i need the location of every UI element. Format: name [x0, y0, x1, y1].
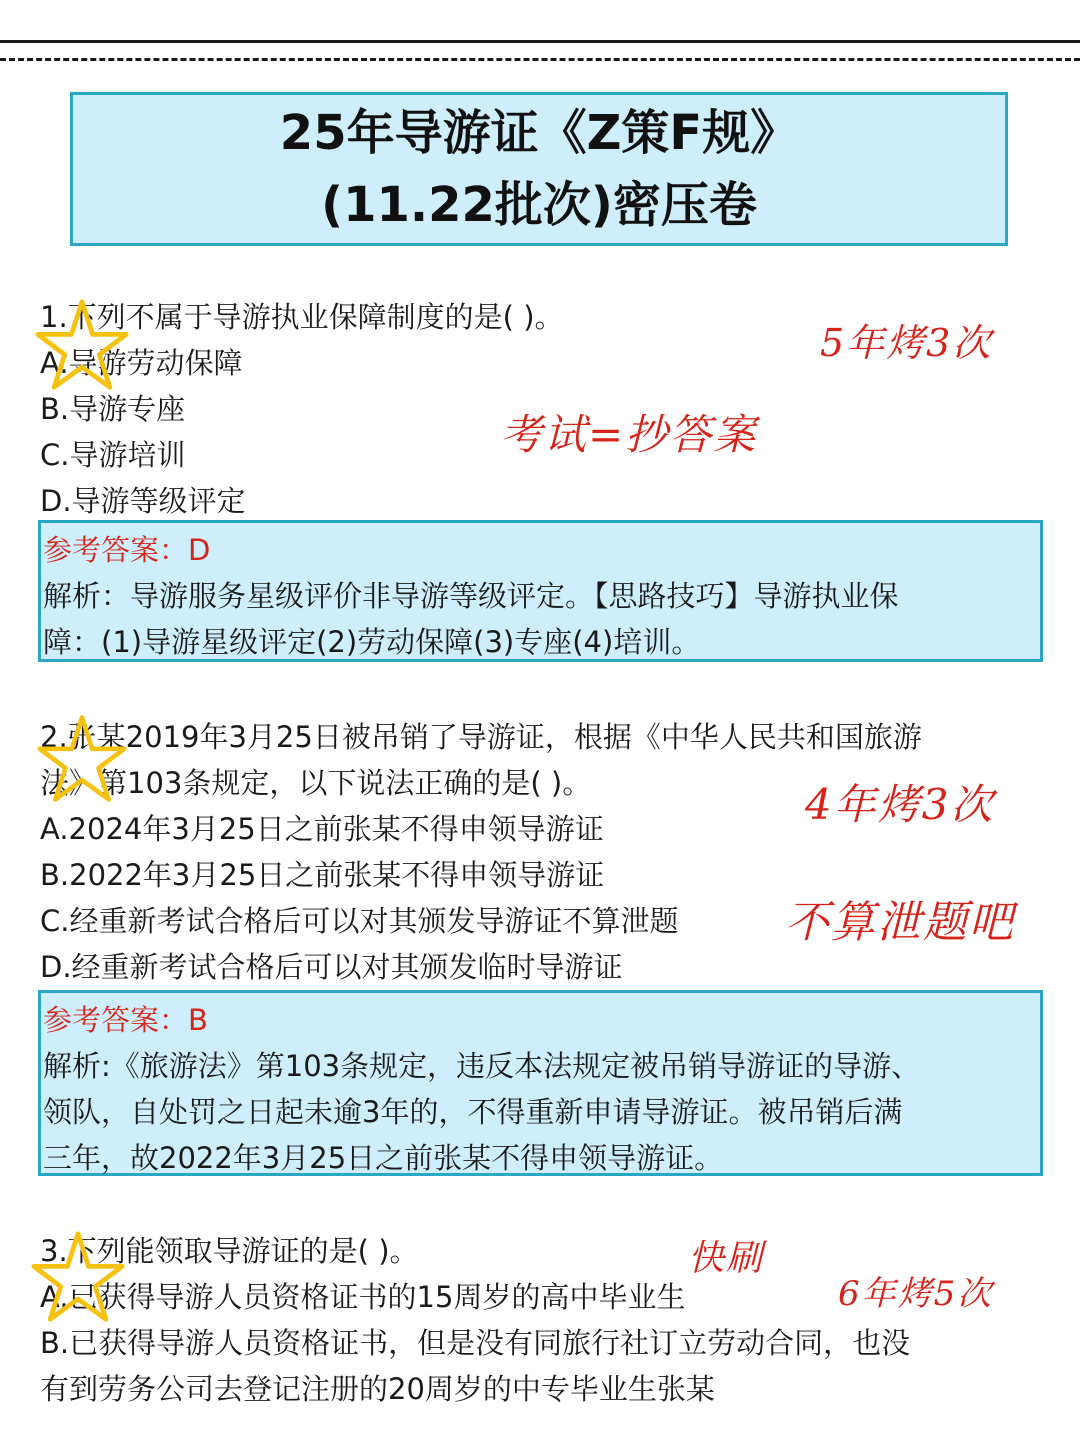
q1-option-b: B.导游专座 [40, 392, 186, 426]
q2-stem-line-2: 法》第103条规定，以下说法正确的是( )。 [40, 766, 592, 800]
handwritten-note-3: 4年烤3次 [805, 780, 995, 829]
q2-option-b: B.2022年3月25日之前张某不得申领导游证 [40, 858, 605, 892]
q1-stem: 1.下列不属于导游执业保障制度的是( )。 [40, 300, 564, 334]
q2-answer-box [38, 990, 1043, 1176]
q2-option-c: C.经重新考试合格后可以对其颁发导游证不算泄题 [40, 904, 679, 938]
handwritten-note-2: 考试=抄答案 [500, 410, 758, 459]
q2-option-d: D.经重新考试合格后可以对其颁发临时导游证 [40, 950, 623, 984]
star-icon [36, 712, 128, 804]
q1-option-c: C.导游培训 [40, 438, 186, 472]
q3-option-b-line-2: 有到劳务公司去登记注册的20周岁的中专毕业生张某 [40, 1372, 715, 1406]
q1-option-a: A.导游劳动保障 [40, 346, 243, 380]
q2-answer: 参考答案：B [43, 1003, 208, 1037]
q2-analysis-line-2: 领队，自处罚之日起未逾3年的，不得重新申请导游证。被吊销后满 [43, 1095, 903, 1129]
q2-stem-line-1: 2.张某2019年3月25日被吊销了导游证，根据《中华人民共和国旅游 [40, 720, 922, 754]
title-line-2: (11.22批次)密压卷 [321, 177, 757, 233]
q2-analysis-line-3: 三年，故2022年3月25日之前张某不得申领导游证。 [43, 1141, 724, 1175]
q1-answer: 参考答案：D [43, 533, 211, 567]
star-icon [30, 1228, 126, 1324]
q1-analysis-line-2: 障：(1)导游星级评定(2)劳动保障(3)专座(4)培训。 [43, 625, 701, 659]
star-icon [34, 296, 130, 392]
handwritten-note-5: 快刷 [688, 1238, 765, 1279]
q3-option-a: A.已获得导游人员资格证书的15周岁的高中毕业生 [40, 1280, 686, 1314]
q1-answer-box [38, 520, 1043, 662]
handwritten-note-4: 不算泄题吧 [785, 897, 1015, 948]
handwritten-note-1: 5年烤3次 [820, 321, 993, 365]
q2-analysis-line-1: 解析:《旅游法》第103条规定，违反本法规定被吊销导游证的导游、 [43, 1049, 921, 1083]
q3-option-b-line-1: B.已获得导游人员资格证书，但是没有同旅行社订立劳动合同，也没 [40, 1326, 911, 1360]
handwritten-note-6: 6年烤5次 [838, 1274, 994, 1314]
q1-analysis-line-1: 解析：导游服务星级评价非导游等级评定。【思路技巧】导游执业保 [43, 579, 899, 613]
q1-option-d: D.导游等级评定 [40, 484, 246, 518]
title-line-1: 25年导游证《Z策F规》 [279, 105, 799, 161]
top-dashed-rule [0, 58, 1080, 61]
title-box [70, 92, 1008, 246]
q2-option-a: A.2024年3月25日之前张某不得申领导游证 [40, 812, 604, 846]
top-solid-rule [0, 40, 1080, 43]
q3-stem: 3.下列能领取导游证的是( )。 [40, 1234, 419, 1268]
